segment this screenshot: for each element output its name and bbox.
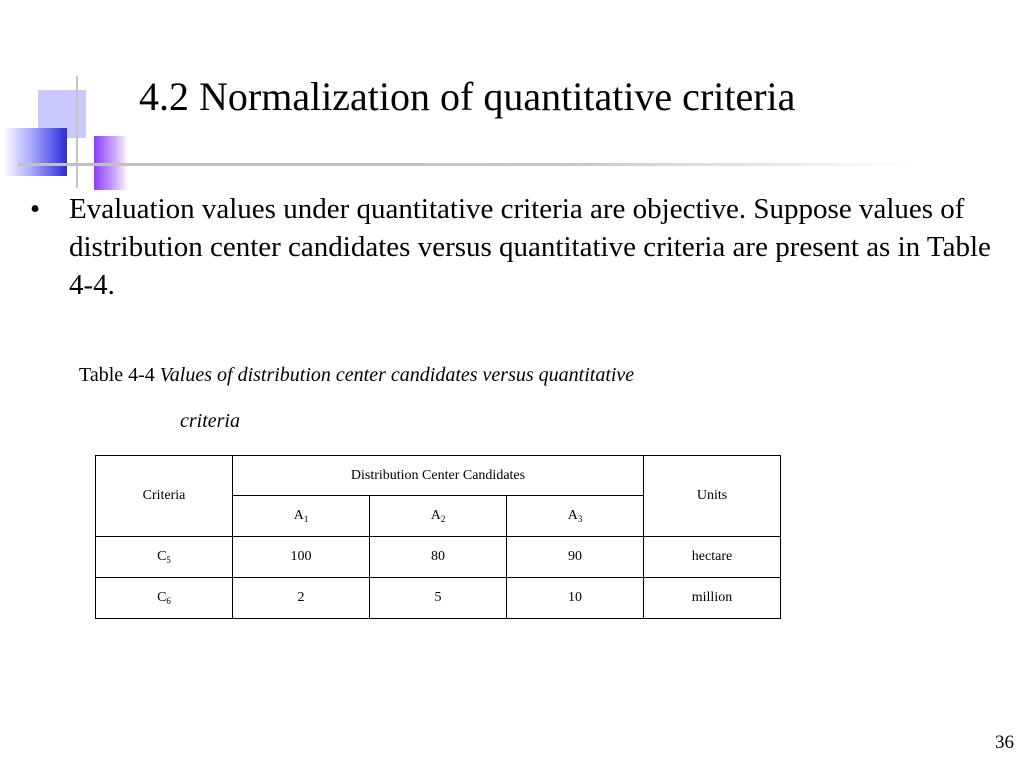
header-candidate: $A_2$ — [370, 496, 507, 537]
header-candidate: $A_3$ — [507, 496, 644, 537]
table-caption-label: Table 4-4 — [79, 364, 155, 386]
bullet-text: Evaluation values under quantitative criteria are objective. Suppose values of distribution center candidates versus quantitative criteria are present as in Table 4-4. — [69, 193, 991, 301]
header-criteria: Criteria — [96, 456, 233, 537]
header-candidates-group: Distribution Center Candidates — [233, 456, 644, 496]
table-row — [96, 578, 781, 619]
table-caption — [79, 352, 809, 444]
criteria-table — [95, 455, 781, 619]
header-candidate: $A_1$ — [233, 496, 370, 537]
table-cell: 90 — [507, 537, 644, 578]
header-units: Units — [644, 456, 781, 537]
bullet-mark: • — [30, 193, 41, 225]
table-cell: 100 — [233, 537, 370, 578]
title-underline-rule — [18, 163, 918, 166]
row-unit: hectare — [644, 537, 781, 578]
row-unit: million — [644, 578, 781, 619]
table-cell: 5 — [370, 578, 507, 619]
bullet-item — [30, 190, 1005, 304]
slide-title: 4.2 Normalization of quantitative criteria — [139, 74, 796, 119]
table-row — [96, 537, 781, 578]
table-cell: 10 — [507, 578, 644, 619]
row-criterion: $C_5$ — [96, 537, 233, 578]
page-number: 36 — [995, 732, 1014, 753]
table-caption-title-line1: Values of distribution center candidates versus quantitative — [159, 364, 635, 386]
decorative-vertical-rule — [76, 76, 78, 188]
table-cell: 80 — [370, 537, 507, 578]
table-header-row — [96, 456, 781, 496]
decorative-square-gradient — [3, 128, 67, 176]
table-caption-title-line2: criteria — [180, 410, 240, 432]
table-cell: 2 — [233, 578, 370, 619]
row-criterion: $C_6$ — [96, 578, 233, 619]
